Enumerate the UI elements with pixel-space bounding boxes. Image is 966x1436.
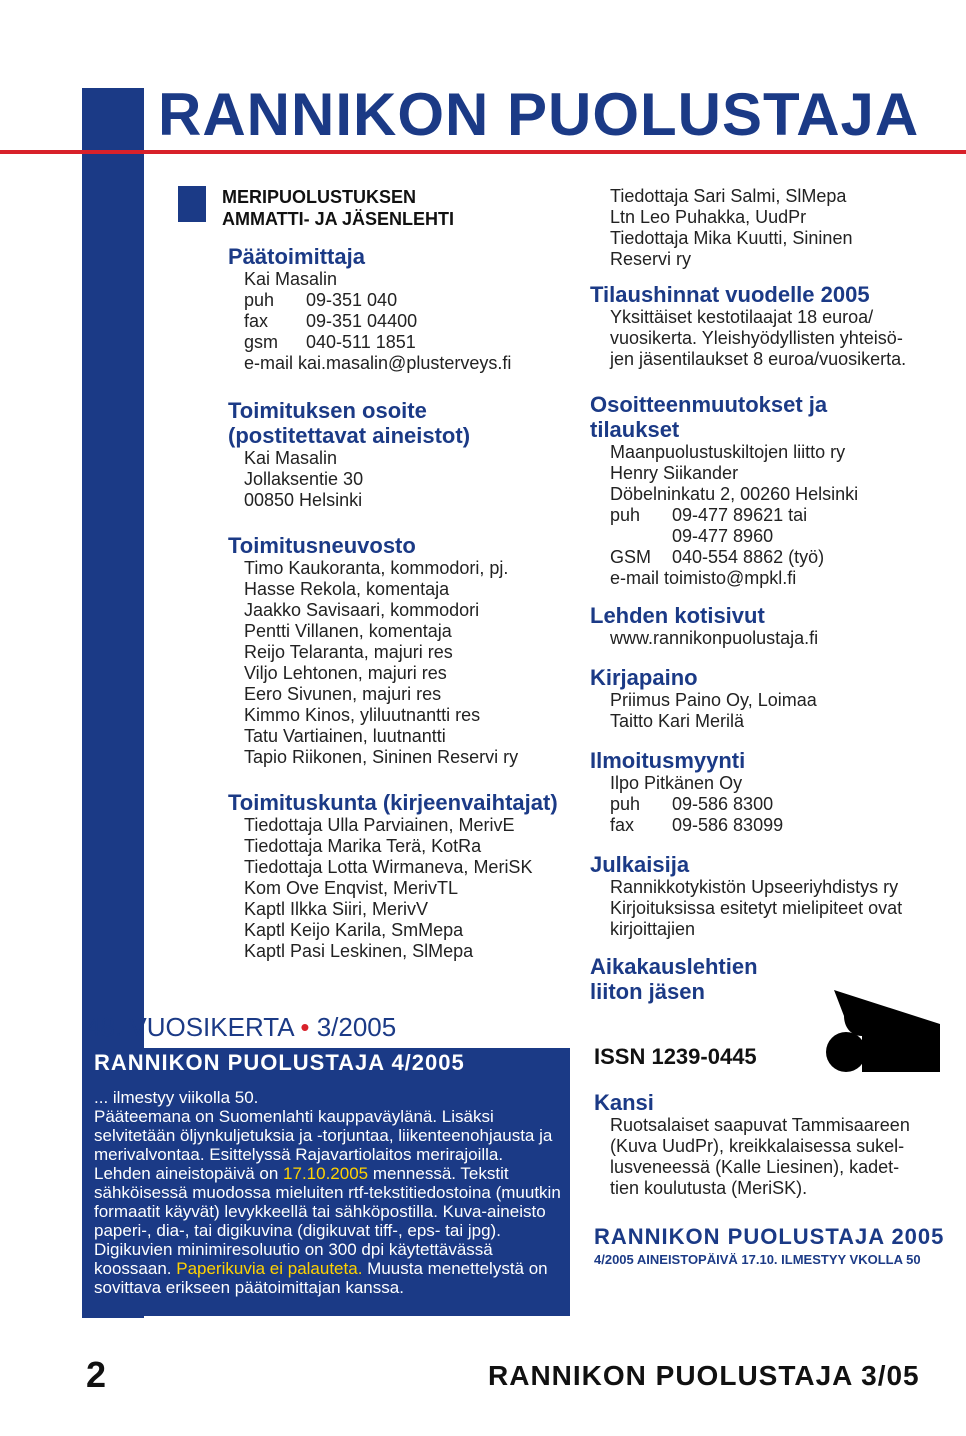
cover-line: lusveneessä (Kalle Liesinen), kadet- bbox=[610, 1157, 900, 1177]
address-change-line: Maanpuolustuskiltojen liitto ry bbox=[610, 442, 846, 462]
staff-member: Ltn Leo Puhakka, UudPr bbox=[610, 207, 807, 227]
editor-name: Kai Masalin bbox=[244, 269, 338, 289]
address-change-line: Döbelninkatu 2, 00260 Helsinki bbox=[610, 484, 859, 504]
council-member: Jaakko Savisaari, kommodori bbox=[244, 600, 480, 620]
print-line: Priimus Paino Oy, Loimaa bbox=[610, 690, 817, 710]
staff-member: Kom Ove Enqvist, MerivTL bbox=[244, 878, 459, 898]
staff-member: Reservi ry bbox=[610, 249, 692, 269]
web-heading: Lehden kotisivut bbox=[590, 603, 765, 628]
next-issue-title: RANNIKON PUOLUSTAJA 4/2005 bbox=[86, 1048, 570, 1080]
next-issue-box bbox=[86, 1048, 570, 1316]
staff-member: Tiedottaja Lotta Wirmaneva, MeriSK bbox=[244, 857, 533, 877]
cover-heading: Kansi bbox=[594, 1090, 654, 1115]
bullet-dot: • bbox=[300, 1012, 310, 1042]
staff-member: Kaptl Pasi Leskinen, SlMepa bbox=[244, 941, 474, 961]
staff-heading: Toimituskunta (kirjeenvaihtajat) bbox=[228, 790, 558, 815]
section-marker-square bbox=[178, 186, 206, 222]
address-heading: Toimituksen osoite (postitettavat aineistot) bbox=[228, 398, 471, 448]
address-line: Jollaksentie 30 bbox=[244, 469, 364, 489]
next-issue-text bbox=[86, 1080, 570, 1297]
editor-phone: puh 09-351 040 bbox=[244, 290, 398, 310]
prices-heading: Tilaushinnat vuodelle 2005 bbox=[590, 282, 870, 307]
subtitle-line-1: MERIPUOLUSTUKSEN bbox=[222, 187, 417, 207]
council-member: Tatu Vartiainen, luutnantti bbox=[244, 726, 446, 746]
issn-number: ISSN 1239-0445 bbox=[594, 1044, 757, 1069]
publication-subtitle bbox=[222, 186, 454, 230]
next-issue-promo-subtitle: 4/2005 AINEISTOPÄIVÄ 17.10. ILMESTYY VKOLLA 50 bbox=[594, 1252, 921, 1267]
staff-member: Kaptl Keijo Karila, SmMepa bbox=[244, 920, 464, 940]
council-member: Kimmo Kinos, yliluutnantti res bbox=[244, 705, 481, 725]
footer-title: RANNIKON PUOLUSTAJA 3/05 bbox=[488, 1360, 920, 1391]
address-change-gsm: GSM 040-554 8862 (työ) bbox=[610, 547, 825, 567]
council-member: Hasse Rekola, komentaja bbox=[244, 579, 450, 599]
staff-member: Tiedottaja Mika Kuutti, Sininen bbox=[610, 228, 853, 248]
ads-heading: Ilmoitusmyynti bbox=[590, 748, 746, 773]
logo-dot bbox=[826, 1032, 866, 1072]
left-column bbox=[228, 244, 568, 962]
subtitle-line-2: AMMATTI- JA JÄSENLEHTI bbox=[222, 209, 454, 229]
staff-member: Tiedottaja Ulla Parviainen, MerivE bbox=[244, 815, 515, 835]
right-column bbox=[590, 186, 950, 1004]
publisher-line: Rannikkotykistön Upseeriyhdistys ry bbox=[610, 877, 899, 897]
no-return-notice: Paperikuvia ei palauteta. bbox=[176, 1259, 363, 1278]
deadline-date: 17.10.2005 bbox=[283, 1164, 369, 1183]
volume-text: 48. VUOSIKERTA bbox=[86, 1012, 294, 1042]
web-url: www.rannikonpuolustaja.fi bbox=[610, 628, 819, 648]
page-number: 2 bbox=[86, 1354, 107, 1395]
staff-member: Tiedottaja Marika Terä, KotRa bbox=[244, 836, 482, 856]
magazine-association-logo bbox=[816, 986, 946, 1076]
prices-line: jen jäsentilaukset 8 euroa/vuosikerta. bbox=[610, 349, 907, 369]
address-line: 00850 Helsinki bbox=[244, 490, 363, 510]
volume-line bbox=[86, 1012, 396, 1043]
council-member: Tapio Riikonen, Sininen Reservi ry bbox=[244, 747, 519, 767]
address-change-email: e-mail toimisto@mpkl.fi bbox=[610, 568, 797, 588]
ads-phone: puh 09-586 8300 bbox=[610, 794, 774, 814]
council-member: Reijo Telaranta, majuri res bbox=[244, 642, 453, 662]
council-member: Eero Sivunen, majuri res bbox=[244, 684, 442, 704]
council-member: Viljo Lehtonen, majuri res bbox=[244, 663, 447, 683]
volume-issue: 3/2005 bbox=[316, 1012, 397, 1042]
editor-gsm: gsm 040-511 1851 bbox=[244, 332, 416, 352]
next-issue-p1: ... ilmestyy viikolla 50. bbox=[94, 1088, 259, 1107]
next-issue-promo-title: RANNIKON PUOLUSTAJA 2005 bbox=[594, 1224, 945, 1249]
publisher-line: kirjoittajien bbox=[610, 919, 696, 939]
print-line: Taitto Kari Merilä bbox=[610, 711, 745, 731]
print-heading: Kirjapaino bbox=[590, 665, 698, 690]
council-member: Timo Kaukoranta, kommodori, pj. bbox=[244, 558, 509, 578]
cover-line: Ruotsalaiset saapuvat Tammisaareen bbox=[610, 1115, 910, 1135]
cover-line: tien koulutusta (MeriSK). bbox=[610, 1178, 808, 1198]
ads-fax: fax 09-586 83099 bbox=[610, 815, 784, 835]
staff-member: Kaptl Ilkka Siiri, MerivV bbox=[244, 899, 429, 919]
next-issue-p2: Pääteemana on Suomenlahti kauppaväylänä. Lisäksi selvitetään öljynkuljetuksia ja -torjuntaa, liikenteenohjausta ja merivalvontaa. Esittelyssä Rajavartiolaitos merirajoilla. Lehden aineistopäivä on 17.10.2005 mennessä. Tekstit sähköisessä muodossa mieluiten rtf-tekstitiedostoina (muutkin formaatit käyvät) levykkeellä tai sähköpostilla. Kuva-aineisto paperi-, dia-, tai digikuvina (digikuvat tiff-, eps- tai jpg). Digikuvien minimiresoluutio on 300 dpi käytettävässä koossaan. Paperikuvia ei palauteta. Muusta menettelystä on sovittava erikseen päätoimittajan kanssa. bbox=[94, 1107, 561, 1297]
publisher-line: Kirjoituksissa esitetyt mielipiteet ovat bbox=[610, 898, 903, 918]
member-heading: Aikakauslehtien liiton jäsen bbox=[590, 954, 758, 1004]
address-line: Kai Masalin bbox=[244, 448, 338, 468]
cover-line: (Kuva UudPr), kreikkalaisessa sukel- bbox=[610, 1136, 905, 1156]
masthead-title: RANNIKON PUOLUSTAJA bbox=[158, 81, 920, 148]
editor-email: e-mail kai.masalin@plusterveys.fi bbox=[244, 353, 512, 373]
header-rule bbox=[0, 150, 966, 154]
address-change-heading: Osoitteenmuutokset ja tilaukset bbox=[590, 392, 828, 442]
prices-line: vuosikerta. Yleishyödyllisten yhteisö- bbox=[610, 328, 903, 348]
ads-name: Ilpo Pitkänen Oy bbox=[610, 773, 743, 793]
address-change-phone-2: 09-477 8960 bbox=[672, 526, 774, 546]
cover-section bbox=[594, 1090, 954, 1199]
address-change-phone: puh 09-477 89621 tai bbox=[610, 505, 808, 525]
editor-fax: fax 09-351 04400 bbox=[244, 311, 418, 331]
editor-heading: Päätoimittaja bbox=[228, 244, 365, 269]
publisher-heading: Julkaisija bbox=[590, 852, 690, 877]
address-change-line: Henry Siikander bbox=[610, 463, 739, 483]
prices-line: Yksittäiset kestotilaajat 18 euroa/ bbox=[610, 307, 874, 327]
council-member: Pentti Villanen, komentaja bbox=[244, 621, 452, 641]
staff-member: Tiedottaja Sari Salmi, SlMepa bbox=[610, 186, 847, 206]
council-heading: Toimitusneuvosto bbox=[228, 533, 416, 558]
